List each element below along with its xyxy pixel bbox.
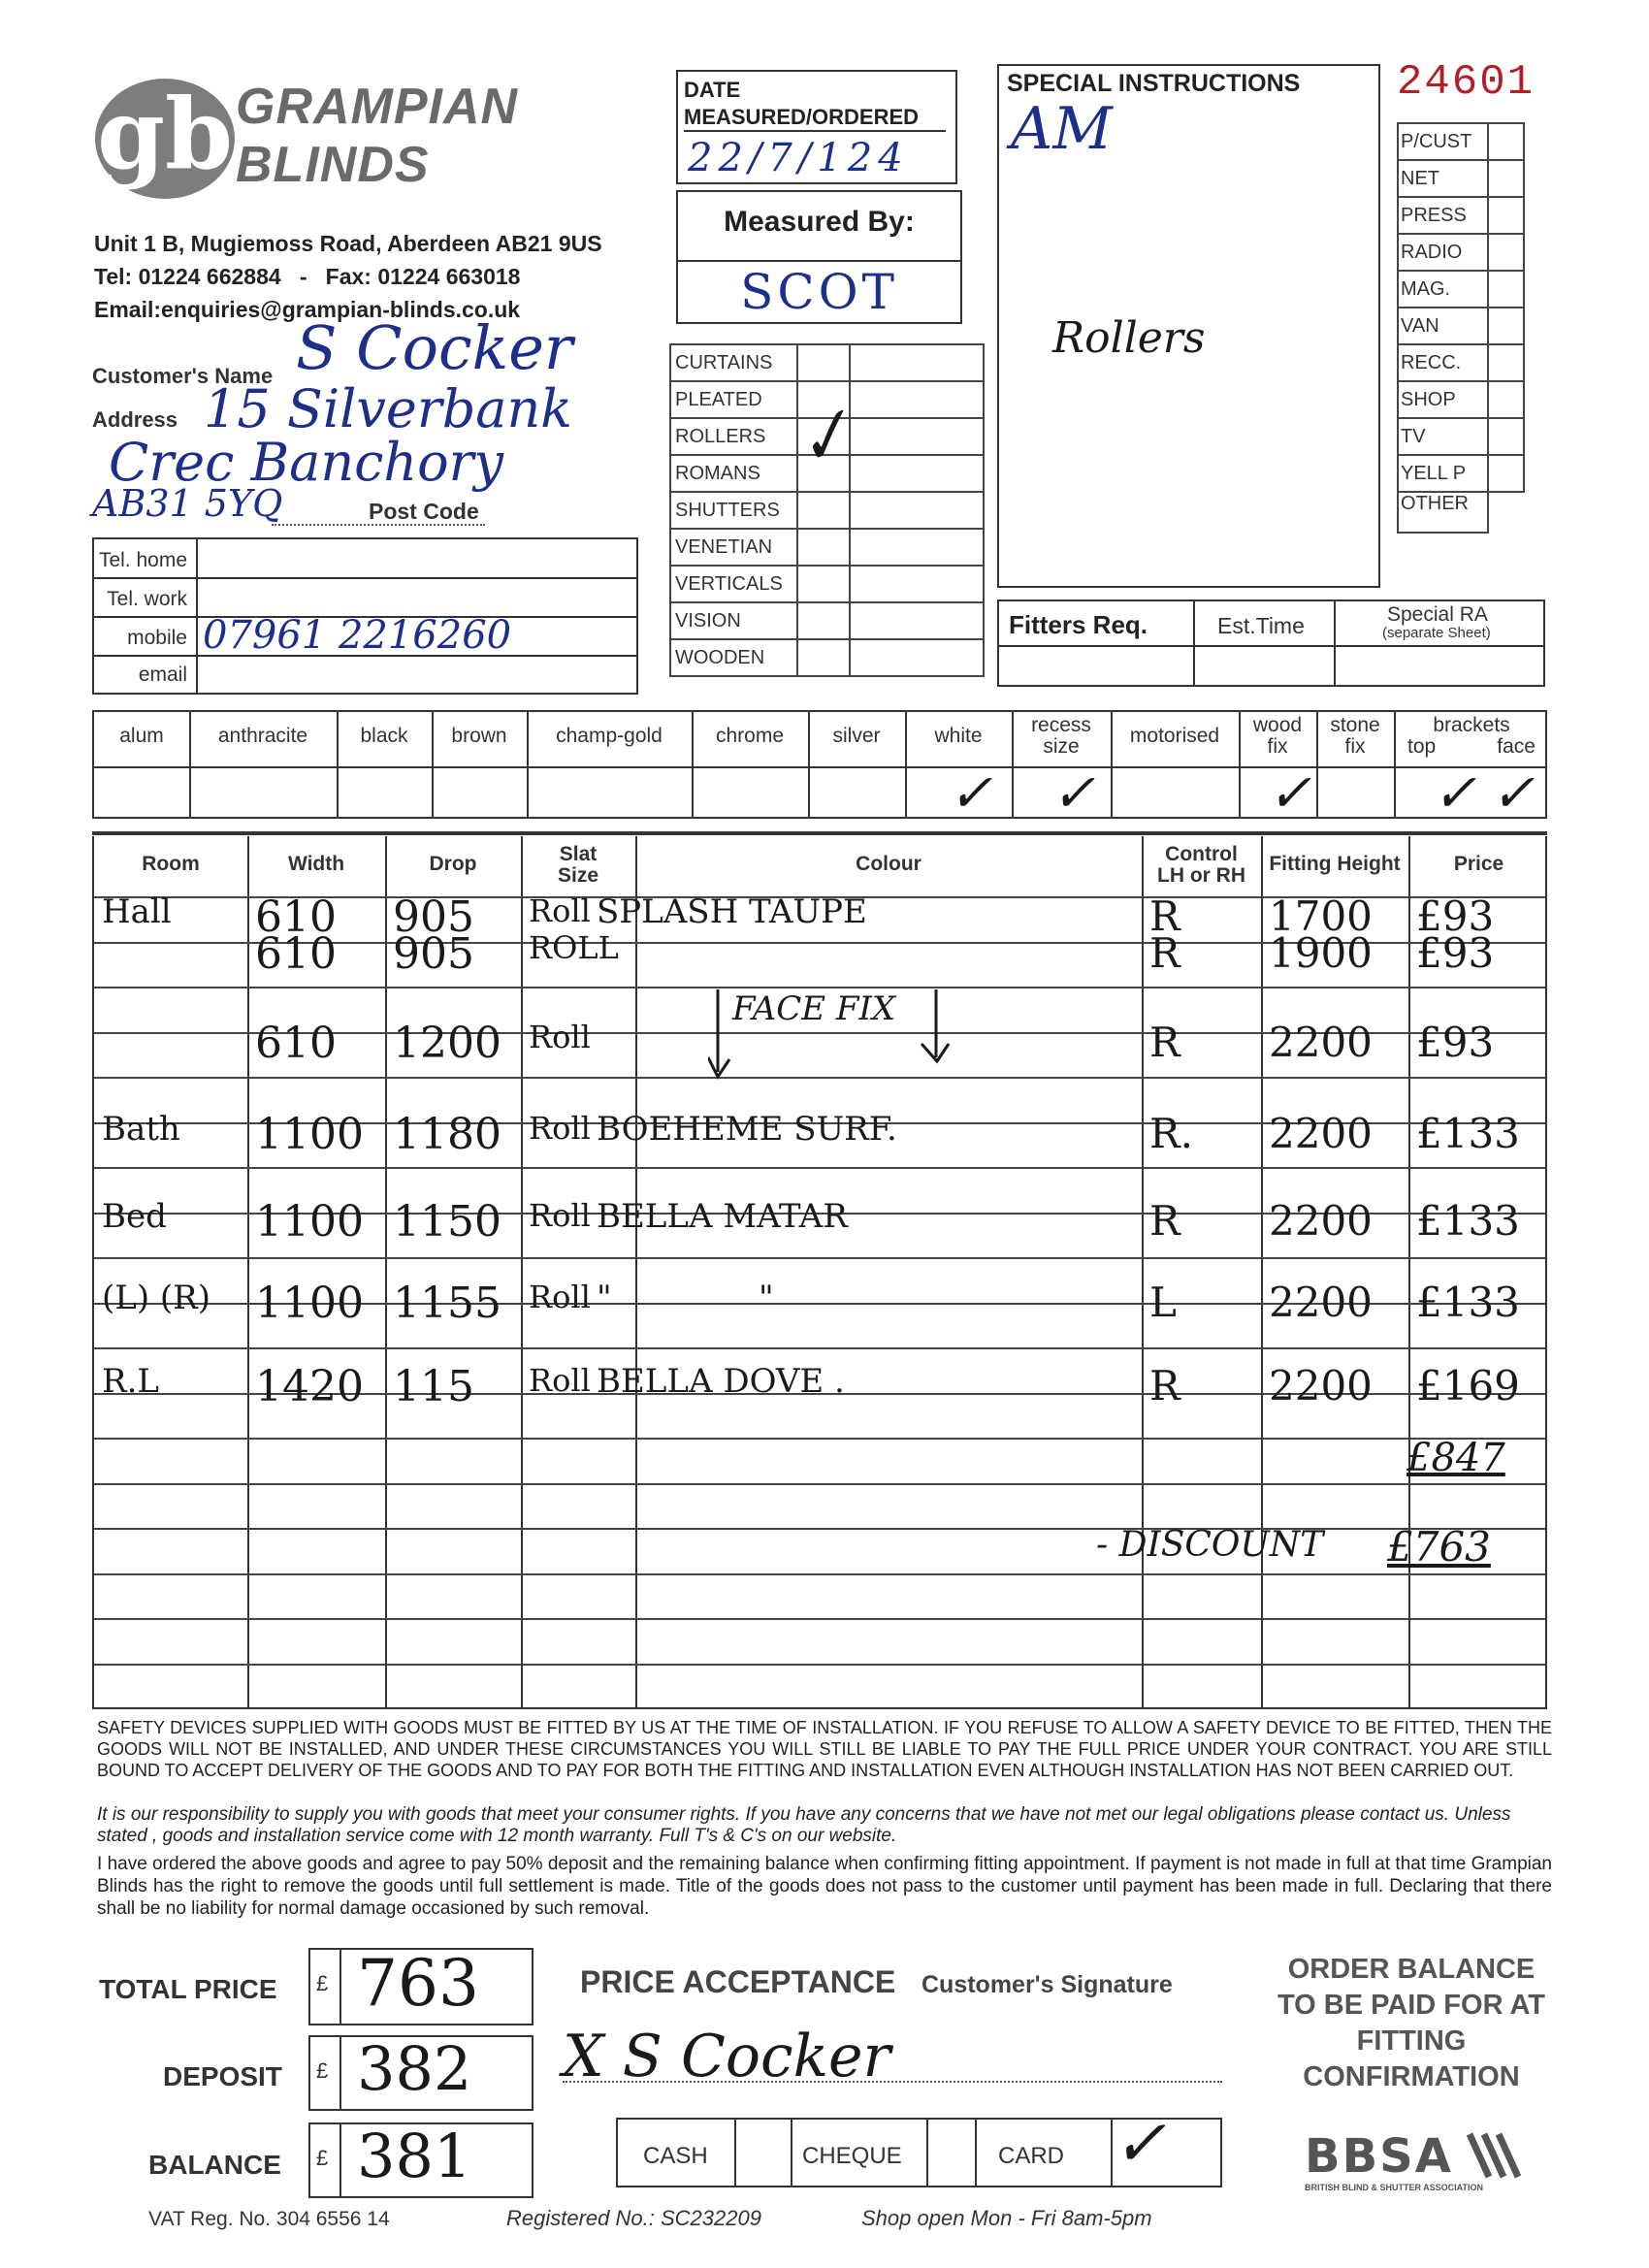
tick-mark-icon: ✓: [1433, 762, 1477, 824]
date-box: [676, 70, 957, 184]
option-label-brackets: [1394, 715, 1549, 758]
header-text: Drop: [429, 853, 477, 875]
source-label: MAG.: [1398, 271, 1488, 308]
cell-drop: 1150: [393, 1197, 501, 1247]
cell-price: £133: [1416, 1279, 1520, 1326]
source-checkbox[interactable]: [1488, 344, 1524, 381]
source-label: TV: [1398, 418, 1488, 455]
cell-slat: Roll: [529, 1362, 591, 1399]
source-row: [1398, 271, 1524, 308]
option-checkbox-chrome[interactable]: [692, 768, 808, 819]
contact-box: [92, 537, 638, 695]
product-type-checkbox[interactable]: [797, 566, 850, 602]
column-header-fitting-height: [1261, 854, 1408, 875]
logo-emblem: [92, 76, 238, 202]
card-tick: ✓: [1113, 2106, 1167, 2181]
source-row: [1398, 308, 1524, 344]
tick-mark-icon: ✓: [1051, 762, 1096, 824]
table-row[interactable]: [94, 1279, 1545, 1327]
header-text: Price: [1453, 853, 1504, 875]
option-text: size: [1043, 735, 1080, 758]
option-checkbox-anthracite[interactable]: [189, 768, 337, 819]
special-instructions-label: SPECIAL INSTRUCTIONS: [1007, 70, 1301, 97]
cell-price: £93: [1416, 1019, 1495, 1066]
option-text: black: [360, 725, 408, 747]
source-checkbox[interactable]: [1488, 381, 1524, 418]
option-text: recess: [1031, 714, 1091, 736]
product-type-label: ROLLERS: [670, 418, 797, 455]
cell-price: £93: [1416, 892, 1495, 940]
product-type-label: VENETIAN: [670, 529, 797, 566]
cell-drop: 905: [393, 892, 474, 942]
order-table: [92, 836, 1547, 1709]
cell-control: R: [1149, 929, 1180, 977]
product-type-notes[interactable]: [850, 455, 984, 492]
product-type-row: [670, 492, 984, 529]
source-checkbox[interactable]: [1488, 308, 1524, 344]
source-row: [1398, 344, 1524, 381]
product-type-row: [670, 566, 984, 602]
cell-slat: Roll: [529, 1197, 591, 1234]
cell-drop: 115: [393, 1362, 474, 1411]
discount-total: £763: [1387, 1523, 1491, 1571]
product-type-checkbox[interactable]: [797, 639, 850, 676]
product-type-label: VISION: [670, 602, 797, 639]
customer-name-value[interactable]: S Cocker: [296, 312, 573, 383]
column-header-colour: [635, 854, 1142, 875]
header-text: Colour: [856, 853, 922, 875]
tick-mark-icon: ✓: [1268, 762, 1312, 824]
cell-drop: 905: [393, 929, 474, 979]
cell-height: 2200: [1269, 1019, 1373, 1066]
cell-price: £133: [1416, 1110, 1520, 1157]
source-row: [1398, 123, 1524, 160]
price-acceptance-title: PRICE ACCEPTANCE: [580, 1964, 896, 1999]
product-type-checkbox[interactable]: [797, 344, 850, 381]
total-price-label: TOTAL PRICE: [99, 1974, 277, 2004]
product-type-notes[interactable]: [850, 381, 984, 418]
logo-letters: gb: [97, 77, 233, 191]
cell-control: L: [1149, 1279, 1177, 1326]
option-text: top: [1407, 735, 1437, 758]
special-note-rollers: Rollers: [1052, 313, 1206, 363]
price-acceptance-subtitle: Customer's Signature: [922, 1971, 1173, 1998]
mobile-label: mobile: [127, 627, 187, 649]
customer-name-label: Customer's Name: [92, 364, 274, 388]
option-checkbox-brown[interactable]: [432, 768, 527, 819]
table-row[interactable]: [94, 1362, 1545, 1410]
company-name-line2: BLINDS: [236, 137, 430, 193]
product-type-label: CURTAINS: [670, 344, 797, 381]
shop-hours: Shop open Mon - Fri 8am-5pm: [861, 2206, 1152, 2230]
source-label: VAN: [1398, 308, 1488, 344]
special-instructions-box: [997, 64, 1380, 588]
tel-work-label: Tel. work: [107, 588, 187, 610]
company-logo: [92, 76, 238, 202]
cell-slat: Roll: [529, 892, 591, 929]
total-price-box: [308, 1948, 534, 2025]
source-label: OTHER: [1398, 492, 1488, 533]
header-text: Control: [1165, 843, 1238, 865]
cell-slat: Roll: [529, 1110, 591, 1147]
source-checkbox[interactable]: [1488, 492, 1524, 533]
measured-by-box: [676, 190, 962, 324]
vat-number: VAT Reg. No. 304 6556 14: [148, 2208, 390, 2230]
cell-width: 610: [255, 892, 337, 942]
option-label-white: [905, 726, 1012, 747]
option-text: chrome: [715, 725, 785, 747]
product-type-checkbox[interactable]: [797, 602, 850, 639]
cell-width: 1100: [255, 1197, 364, 1247]
balance-value[interactable]: 381: [357, 2121, 472, 2191]
header-text: Width: [287, 853, 345, 875]
column-header-control: [1142, 844, 1261, 887]
bbsa-logo: BBSA: [1305, 2129, 1453, 2184]
product-type-notes[interactable]: [850, 418, 984, 455]
header-text: Room: [142, 853, 200, 875]
cell-control: R: [1149, 1019, 1180, 1066]
measured-by-label: Measured By:: [724, 206, 915, 238]
option-checkbox-black[interactable]: [337, 768, 432, 819]
source-row: [1398, 455, 1524, 492]
bbsa-stripes-icon: [1465, 2132, 1528, 2184]
company-phone-fax: Tel: 01224 662884 - Fax: 01224 663018: [94, 264, 521, 289]
option-text: champ-gold: [556, 725, 663, 747]
date-label-2: MEASURED/ORDERED: [684, 105, 946, 132]
cell-control: R: [1149, 1362, 1180, 1409]
product-type-label: PLEATED: [670, 381, 797, 418]
product-type-notes[interactable]: [850, 602, 984, 639]
product-type-label: ROMANS: [670, 455, 797, 492]
option-checkbox-white[interactable]: [905, 762, 1012, 824]
terms-safety: SAFETY DEVICES SUPPLIED WITH GOODS MUST BE FITTED BY US AT THE TIME OF INSTALLATION. IF YOU REFUSE TO ALLOW A SAFETY DEVICE TO BE FITTED, THEN THE GOODS WILL NOT BE INSTALLED, AND UNDER THESE CIRCUMSTANCES YOU WILL STILL BE LIABLE TO PAY THE FULL PRICE UNDER YOUR CONTRACT. YOU ARE STILL BOUND TO ACCEPT DELIVERY OF THE GOODS AND TO PAY FOR BOTH THE FITTING AND INSTALLATION EVEN ALTHOUGH INSTALLATION HAS NOT BEEN CARRIED OUT.: [97, 1718, 1552, 1780]
cell-height: 1700: [1269, 892, 1373, 940]
cell-height: 1900: [1269, 929, 1373, 977]
source-label: RADIO: [1398, 234, 1488, 271]
option-checkbox-alum[interactable]: [94, 768, 189, 819]
source-checkbox[interactable]: [1488, 418, 1524, 455]
source-label: PRESS: [1398, 197, 1488, 234]
terms-rights: It is our responsibility to supply you with goods that meet your consumer rights. If you have any concerns that we have not met our legal obligations please contact us. Unless stated , goods and installation service come with 12 month warranty. Full T's & C's on our website.: [97, 1804, 1511, 1846]
option-label-motorised: [1111, 726, 1239, 747]
cell-price: £133: [1416, 1197, 1520, 1245]
tick-mark-icon: ✓: [1491, 762, 1536, 824]
cell-height: 2200: [1269, 1279, 1373, 1326]
option-text: face: [1497, 735, 1536, 758]
tel-home-label: Tel. home: [98, 549, 187, 571]
product-type-checkbox[interactable]: [797, 529, 850, 566]
column-header-slat: [521, 844, 635, 887]
table-row[interactable]: [94, 1197, 1545, 1246]
source-checkbox[interactable]: [1488, 271, 1524, 308]
product-type-row: [670, 344, 984, 381]
balance-currency: £: [316, 2146, 329, 2170]
column-header-width: [247, 854, 385, 875]
column-header-drop: [385, 854, 521, 875]
option-label-wood-fix-1: [1239, 715, 1316, 758]
balance-box: [308, 2122, 534, 2198]
registered-number: Registered No.: SC232209: [506, 2206, 761, 2230]
option-label-alum: [94, 726, 189, 747]
source-row: [1398, 234, 1524, 271]
cell-width: 610: [255, 929, 337, 979]
total-currency: £: [316, 1971, 329, 1995]
face-fix-note: FACE FIX: [732, 989, 896, 1028]
source-label: P/CUST: [1398, 123, 1488, 160]
option-label-black: [337, 726, 432, 747]
cell-price: £169: [1416, 1362, 1520, 1409]
measured-by-value: SCOT: [740, 264, 898, 320]
option-checkbox-champ-gold[interactable]: [527, 768, 692, 819]
option-text: brown: [451, 725, 507, 747]
source-label: RECC.: [1398, 344, 1488, 381]
option-checkbox-silver[interactable]: [808, 768, 905, 819]
source-label: YELL P: [1398, 455, 1488, 492]
cell-room: R.L: [102, 1362, 159, 1401]
order-number: 24601: [1397, 58, 1536, 107]
tick-mark-icon: ✓: [949, 762, 993, 824]
cell-colour: " ": [597, 1279, 774, 1317]
option-text: white: [934, 725, 983, 747]
mobile-value[interactable]: 07961 2216260: [203, 613, 512, 658]
source-checkbox[interactable]: [1488, 160, 1524, 197]
product-type-notes[interactable]: [850, 529, 984, 566]
cell-height: 2200: [1269, 1362, 1373, 1409]
cell-colour: BOEHEME SURF.: [597, 1110, 897, 1149]
product-tick-scribble: ✓: [783, 390, 864, 485]
option-text: stone: [1330, 714, 1380, 736]
cell-drop: 1155: [393, 1279, 501, 1328]
option-text: fix: [1267, 735, 1288, 758]
email-label: email: [138, 664, 187, 686]
address-label: Address: [92, 407, 178, 432]
product-type-row: [670, 529, 984, 566]
option-label-brown: [432, 726, 527, 747]
source-row: [1398, 197, 1524, 234]
cell-control: R: [1149, 1197, 1180, 1245]
cell-colour: BELLA DOVE .: [597, 1362, 845, 1401]
header-text: Slat: [559, 843, 598, 865]
special-ra-label: Special RA: [1387, 603, 1488, 626]
cell-control: R: [1149, 892, 1180, 940]
product-type-notes[interactable]: [850, 639, 984, 676]
option-label-champ-gold: [527, 726, 692, 747]
cell-room: Bed: [102, 1197, 167, 1236]
cheque-option[interactable]: CHEQUE: [802, 2143, 902, 2169]
option-checkbox-brackets[interactable]: [1394, 762, 1549, 824]
source-row: [1398, 381, 1524, 418]
fitters-box: [997, 599, 1545, 687]
date-value: 22/7/124: [688, 136, 909, 180]
option-text: wood: [1252, 714, 1303, 736]
cell-room: Hall: [102, 892, 172, 931]
bbsa-caption: BRITISH BLIND & SHUTTER ASSOCIATION: [1305, 2183, 1483, 2192]
total-price-value[interactable]: 763: [357, 1946, 479, 2021]
special-note-am: AM: [1011, 95, 1113, 163]
column-header-room: [94, 854, 247, 875]
source-label: SHOP: [1398, 381, 1488, 418]
deposit-value[interactable]: 382: [357, 2033, 472, 2104]
order-balance-note: ORDER BALANCE TO BE PAID FOR AT FITTING CONFIRMATION: [1277, 1954, 1546, 2092]
cell-slat: Roll: [529, 1279, 591, 1315]
cell-drop: 1200: [393, 1019, 501, 1068]
option-checkbox-recess-size-1[interactable]: [1012, 762, 1111, 824]
option-label-recess-size-1: [1012, 715, 1111, 758]
source-row: [1398, 492, 1524, 533]
cell-height: 2200: [1269, 1197, 1373, 1245]
cell-drop: 1180: [393, 1110, 501, 1159]
table-row[interactable]: [94, 929, 1545, 978]
header-text: Size: [557, 864, 599, 887]
deposit-box: [308, 2035, 534, 2111]
option-checkbox-wood-fix-1[interactable]: [1239, 762, 1316, 824]
payment-method-box: [616, 2106, 1222, 2187]
date-label-1: DATE: [684, 78, 741, 102]
source-row: [1398, 160, 1524, 197]
cell-width: 1100: [255, 1279, 364, 1328]
cell-width: 1100: [255, 1110, 364, 1159]
option-text: fix: [1344, 735, 1366, 758]
product-type-notes[interactable]: [850, 344, 984, 381]
source-row: [1398, 418, 1524, 455]
cell-colour: BELLA MATAR: [597, 1197, 848, 1236]
option-checkbox-motorised[interactable]: [1111, 768, 1239, 819]
cash-option[interactable]: CASH: [643, 2143, 708, 2169]
cell-control: R.: [1149, 1110, 1193, 1157]
cell-colour: SPLASH TAUPE: [597, 892, 867, 931]
balance-label: BALANCE: [148, 2150, 281, 2180]
cell-slat: Roll: [529, 1019, 591, 1055]
separate-sheet-label: (separate Sheet): [1382, 625, 1491, 641]
cell-room: (L) (R): [102, 1279, 211, 1317]
postcode-label: Post Code: [369, 499, 479, 524]
product-type-notes[interactable]: [850, 492, 984, 529]
option-text: motorised: [1129, 725, 1220, 747]
product-type-notes[interactable]: [850, 566, 984, 602]
source-checkbox[interactable]: [1488, 197, 1524, 234]
discount-label: - DISCOUNT: [1096, 1525, 1324, 1565]
table-row[interactable]: [94, 1110, 1545, 1158]
cell-slat: ROLL: [529, 929, 619, 966]
column-header-price: [1408, 854, 1549, 875]
cell-room: Bath: [102, 1110, 180, 1149]
subtotal: £847: [1406, 1436, 1505, 1480]
company-address: Unit 1 B, Mugiemoss Road, Aberdeen AB21 9US: [94, 231, 602, 256]
product-type-label: WOODEN: [670, 639, 797, 676]
option-text: silver: [832, 725, 881, 747]
option-label-silver: [808, 726, 905, 747]
fitters-req-label: Fitters Req.: [1009, 610, 1148, 639]
est-time-label: Est.Time: [1217, 613, 1305, 638]
product-type-label: SHUTTERS: [670, 492, 797, 529]
option-checkbox-stone-fix-1[interactable]: [1316, 768, 1394, 819]
company-name-line1: GRAMPIAN: [236, 79, 519, 135]
cell-height: 2200: [1269, 1110, 1373, 1157]
product-type-row: [670, 602, 984, 639]
option-text: anthracite: [217, 725, 308, 747]
deposit-currency: £: [316, 2058, 329, 2083]
terms-payment: I have ordered the above goods and agree to pay 50% deposit and the remaining balance when confirming fitting appointment. If payment is not made in full at that time Grampian Blinds has the right to remove the goods until full settlement is made. Title of the goods does not pass to the customer until payment has been made in full. Declaring that there shall be no liability for normal damage occasioned by such removal.: [97, 1854, 1552, 1919]
source-checkbox[interactable]: [1488, 123, 1524, 160]
product-type-row: [670, 639, 984, 676]
option-text: alum: [119, 725, 164, 747]
product-type-checkbox[interactable]: [797, 492, 850, 529]
option-label-chrome: [692, 726, 808, 747]
option-label-anthracite: [189, 726, 337, 747]
address-line2[interactable]: Crec Banchory: [109, 432, 504, 493]
company-email: Email:enquiries@grampian-blinds.co.uk: [94, 297, 521, 322]
face-fix-arrows: [708, 980, 951, 1086]
options-box: [92, 710, 1547, 824]
option-label-stone-fix-1: [1316, 715, 1394, 758]
customer-signature[interactable]: X S Cocker: [563, 2023, 891, 2090]
postcode-value[interactable]: AB31 5YQ: [92, 482, 283, 525]
address-line1[interactable]: 15 Silverbank: [204, 378, 572, 439]
cell-price: £93: [1416, 929, 1495, 977]
signature-line: [563, 2081, 1222, 2083]
source-checkbox[interactable]: [1488, 455, 1524, 492]
cell-width: 1420: [255, 1362, 364, 1411]
card-option[interactable]: CARD: [998, 2143, 1065, 2169]
cell-width: 610: [255, 1019, 337, 1068]
option-text: brackets: [1433, 714, 1510, 736]
header-text: LH or RH: [1157, 864, 1245, 887]
source-table: [1397, 122, 1525, 534]
deposit-label: DEPOSIT: [163, 2061, 282, 2091]
source-label: NET: [1398, 160, 1488, 197]
header-text: Fitting Height: [1269, 853, 1401, 875]
source-checkbox[interactable]: [1488, 234, 1524, 271]
product-type-label: VERTICALS: [670, 566, 797, 602]
